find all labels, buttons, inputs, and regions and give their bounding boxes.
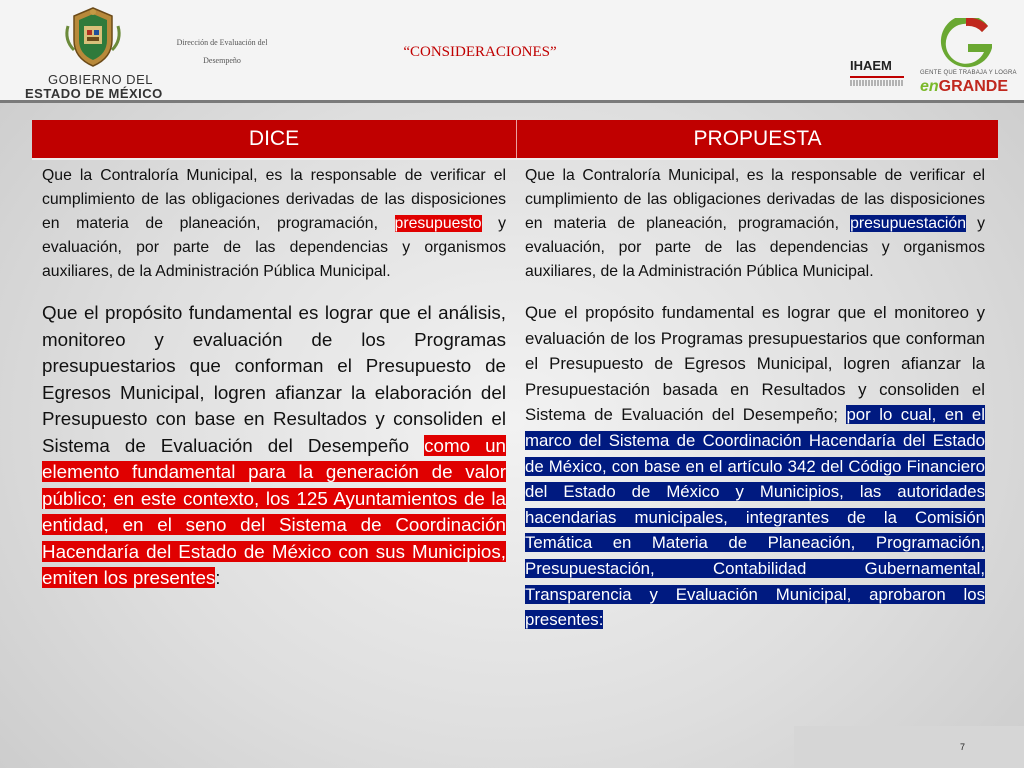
column-header-dice: DICE — [32, 120, 517, 158]
ihaem-subtext-graphic — [850, 80, 904, 86]
propuesta-p2-highlight: por lo cual, en el marco del Sistema de Coordinación Hacendaría del Estado de México, con base en el artículo 342 del Código Financiero del Estado de México y Municipios, las autoridades hacendarias municipales, integrantes de la Comisión Temática en Materia de Planeación, Programación, Presupuestación, Contabilidad Gubernamental, Transparencia y Evaluación Municipal, aprobaron los presentes: — [525, 405, 985, 630]
gobierno-logo — [14, 6, 163, 101]
footer-box — [794, 726, 1024, 768]
state-seal-icon — [60, 6, 126, 68]
column-header-propuesta: PROPUESTA — [693, 127, 822, 150]
dice-paragraph-1 — [42, 164, 506, 284]
propuesta-p1-text: Que la Contraloría Municipal, es la responsable de verificar el cumplimiento de las obligaciones derivadas de las disposiciones en materia de planeación, programación, — [525, 167, 985, 232]
slide-title: “CONSIDERACIONES” — [403, 44, 557, 60]
propuesta-p1-text-end: y evaluación, por parte de las dependencias y organismos auxiliares, de la Administración Pública Municipal. — [525, 215, 985, 280]
ihaem-underline — [850, 76, 904, 78]
department-line2: Desempeño — [203, 56, 241, 65]
g-logo-icon — [938, 18, 994, 70]
department-label — [160, 34, 284, 70]
department-line1: Dirección de Evaluación del — [176, 38, 268, 47]
dice-column — [42, 164, 506, 592]
gobierno-line1: GOBIERNO DEL — [48, 72, 153, 87]
engrande-tagline: GENTE QUE TRABAJA Y LOGRA — [920, 70, 1017, 76]
dice-p1-text: Que la Contraloría Municipal, es la responsable de verificar el cumplimiento de las obligaciones derivadas de las disposiciones en materia de planeación, programación, — [42, 167, 506, 232]
dice-paragraph-2 — [42, 300, 506, 592]
propuesta-paragraph-2 — [525, 300, 985, 633]
engrande-logo — [918, 18, 1017, 96]
page-number: 7 — [960, 742, 966, 752]
gobierno-line2: ESTADO DE MÉXICO — [25, 86, 163, 101]
dice-p2-text-end: : — [215, 567, 221, 588]
engrande-wordmark — [920, 78, 1008, 96]
engrande-grande: GRANDE — [938, 78, 1009, 95]
dice-p1-text-end: y evaluación, por parte de las dependencias y organismos auxiliares, de la Administración Pública Municipal. — [42, 215, 506, 280]
propuesta-column — [525, 164, 985, 633]
ihaem-logo — [846, 56, 910, 92]
dice-p2-text: Que el propósito fundamental es lograr que el análisis, monitoreo y evaluación de los Programas presupuestarios que conforman el Presupuesto de Egresos Municipal, logren afianzar la elaboración del Presupuesto con base en Resultados y consoliden el Sistema de Evaluación del Desempeño — [42, 302, 506, 456]
dice-p1-highlight: presupuesto — [394, 215, 482, 232]
propuesta-p2-text: Que el propósito fundamental es lograr que el monitoreo y evaluación de los Programas presupuestarios que conforman el Presupuesto de Egresos Municipal, logren afianzar la Presupuestación basada en Resultados y consoliden el Sistema de Evaluación del Desempeño; — [525, 303, 985, 425]
propuesta-paragraph-1 — [525, 164, 985, 284]
dice-p2-highlight: como un elemento fundamental para la generación de valor público; en este contexto, los 125 Ayuntamientos de la entidad, en el seno del Sistema de Coordinación Hacendaría del Estado de México con sus Municipios, emiten los presentes — [42, 434, 506, 588]
table-header — [32, 120, 998, 160]
engrande-en: en — [920, 78, 939, 95]
slide-header — [0, 0, 1024, 103]
propuesta-p1-highlight: presupuestación — [850, 215, 966, 232]
ihaem-text: IHAEM — [850, 58, 892, 73]
